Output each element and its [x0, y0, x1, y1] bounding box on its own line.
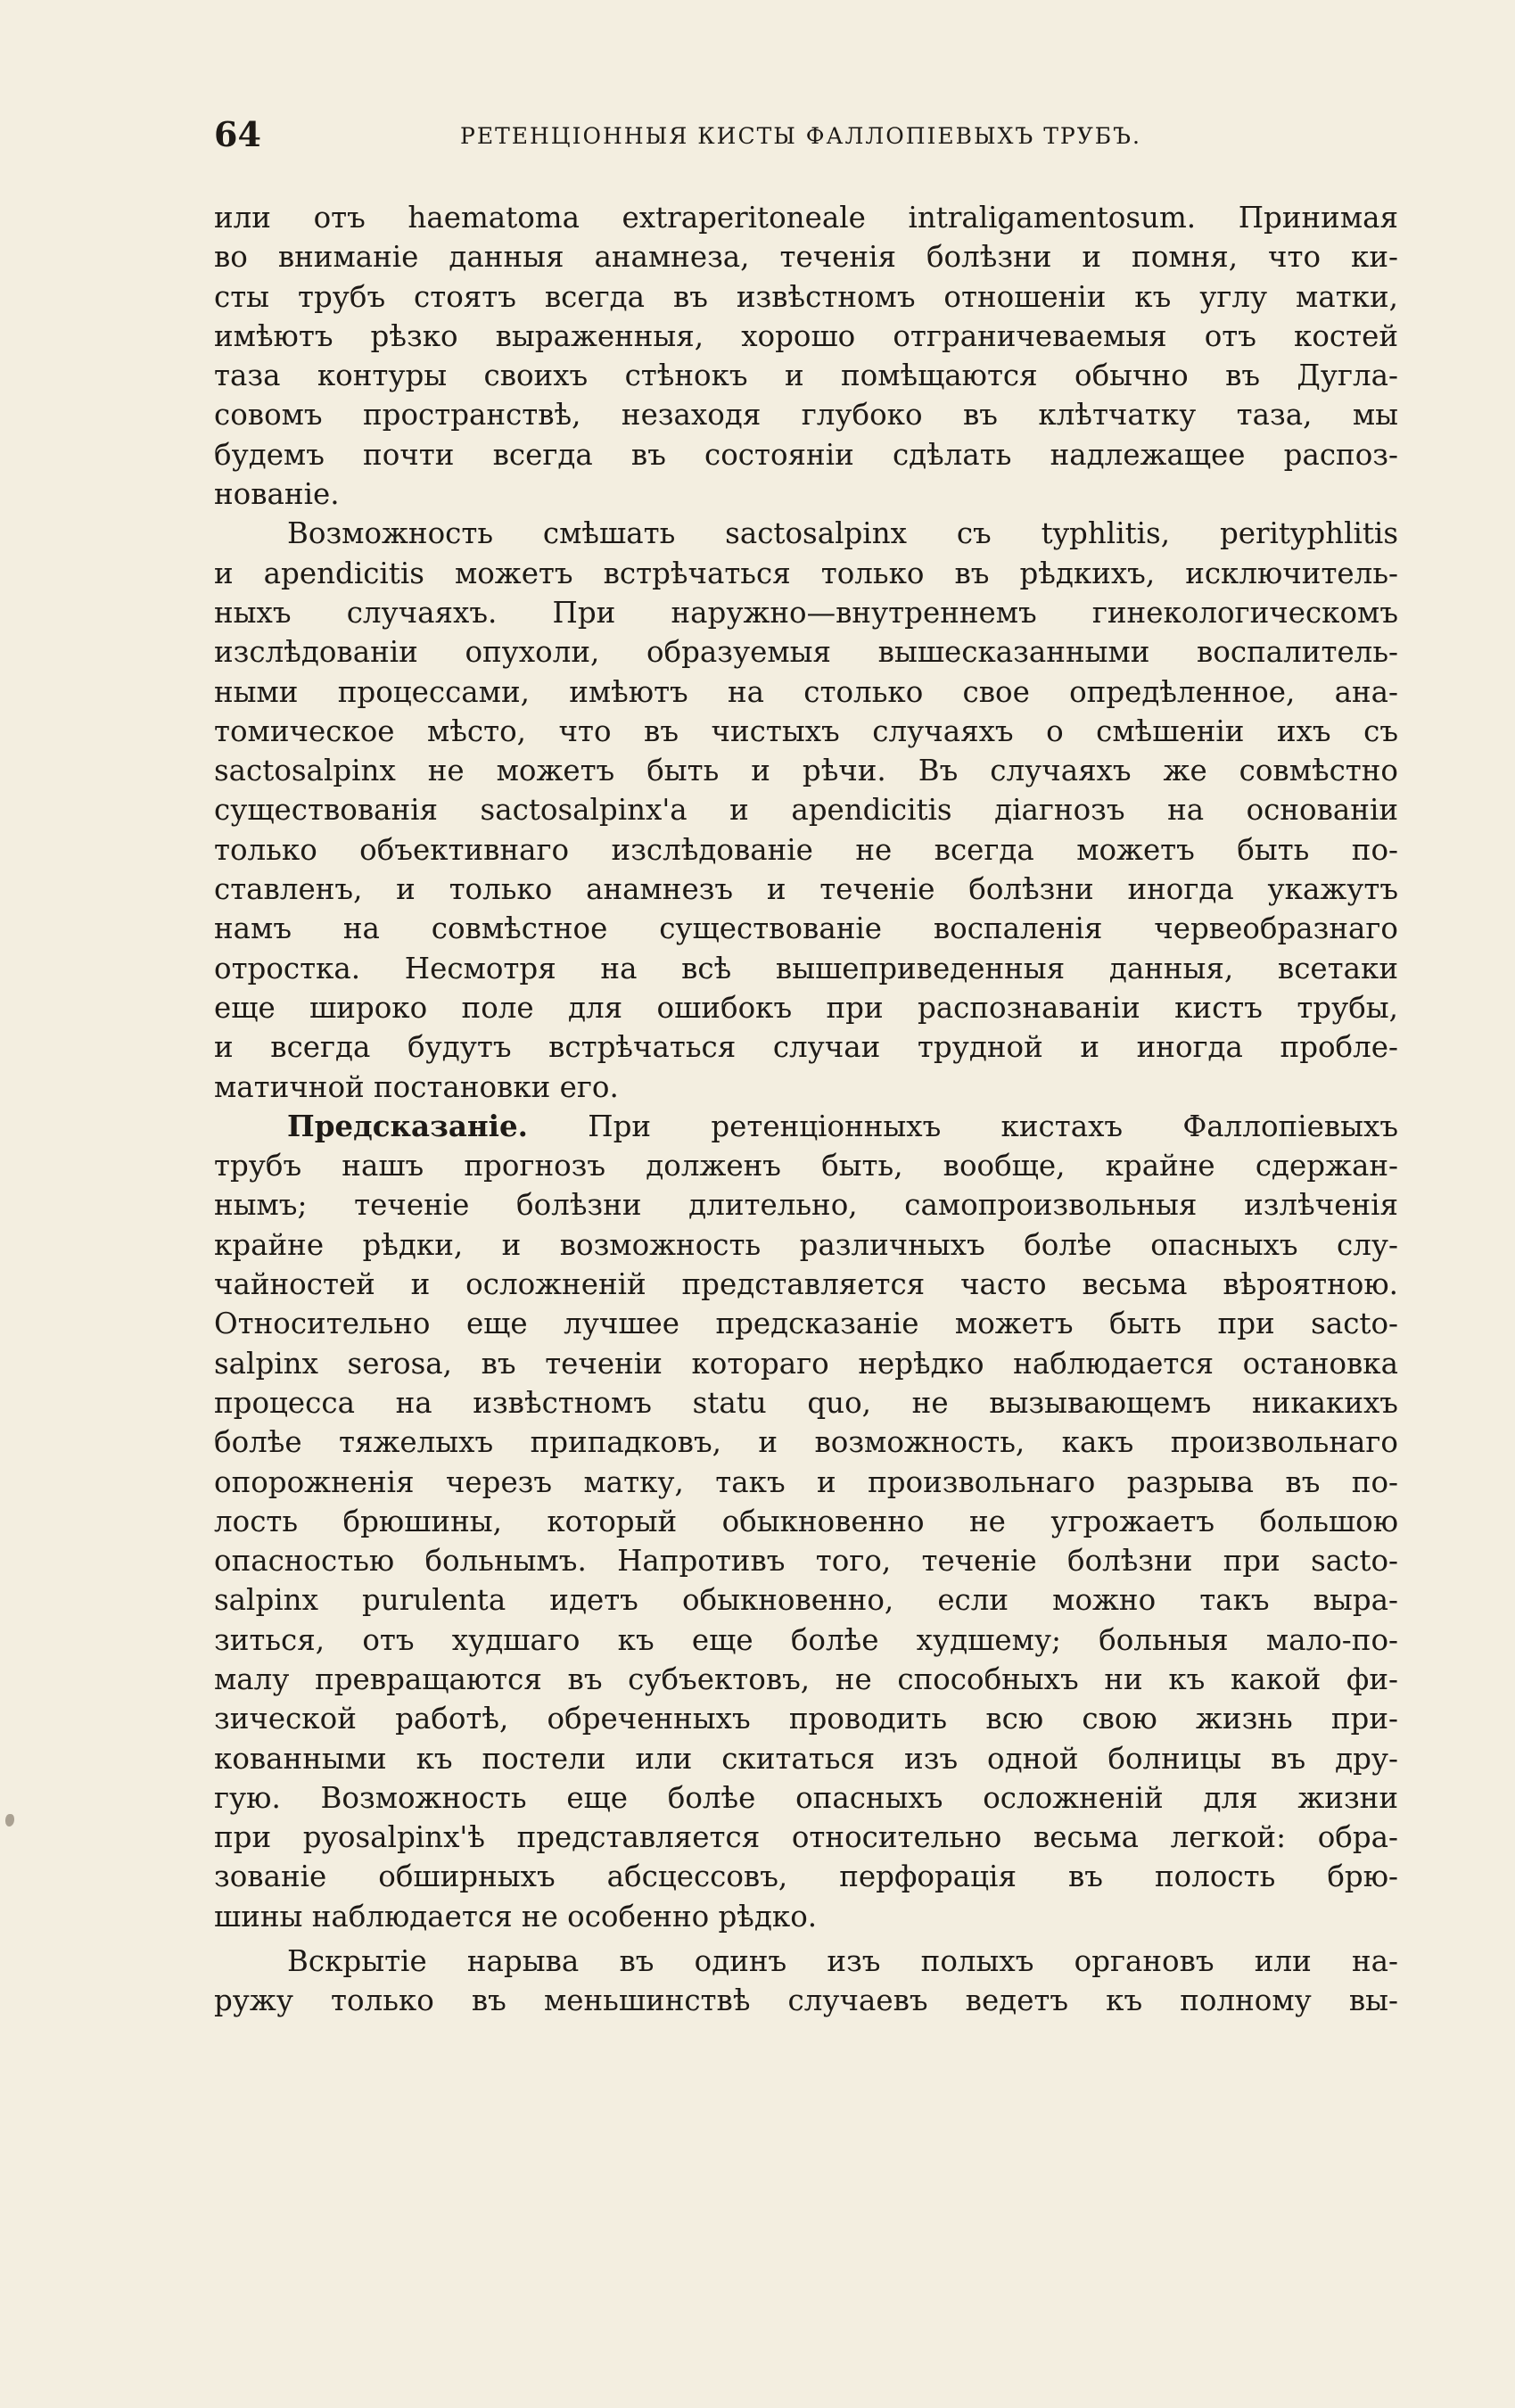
- text-line: кованными къ постели или скитаться изъ одной болницы въ дру-: [214, 1741, 1398, 1776]
- text-line: и всегда будутъ встрѣчаться случаи трудной и иногда пробле-: [214, 1030, 1398, 1065]
- text-line: гую. Возможность еще болѣе опасныхъ осложненій для жизни: [214, 1780, 1398, 1815]
- text-line: опорожненія черезъ матку, такъ и произвольнаго разрыва въ по-: [214, 1464, 1398, 1499]
- text-line: или отъ haematoma extraperitoneale intraligamentosum. Принимая: [214, 201, 1398, 235]
- text-line: совомъ пространствѣ, незаходя глубоко въ клѣтчатку таза, мы: [214, 398, 1398, 433]
- text-line: во вниманіе данныя анамнеза, теченія болѣзни и помня, что ки-: [214, 240, 1398, 275]
- body-text: [214, 198, 1398, 2021]
- text-line: процесса на извѣстномъ statu quo, не вызывающемъ никакихъ: [214, 1385, 1398, 1420]
- text-line: ныхъ случаяхъ. При наружно—внутреннемъ гинекологическомъ: [214, 595, 1398, 630]
- text-line: существованія sactosalpinx'а и apendicitis діагнозъ на основаніи: [214, 793, 1398, 828]
- text-line: ружу только въ меньшинствѣ случаевъ ведетъ къ полному вы-: [214, 1983, 1398, 2018]
- text-line: шины наблюдается не особенно рѣдко.: [214, 1899, 818, 1934]
- text-line: salpinx serosa, въ теченіи котораго нерѣдко наблюдается остановка: [214, 1346, 1398, 1381]
- text-line: еще широко поле для ошибокъ при распознаваніи кистъ трубы,: [214, 990, 1398, 1025]
- text-line: sactosalpinx не можетъ быть и рѣчи. Въ случаяхъ же совмѣстно: [214, 754, 1398, 788]
- running-title: РЕТЕНЦІОННЫЯ КИСТЫ ФАЛЛОПІЕВЫХЪ ТРУБЪ.: [460, 123, 1141, 149]
- text-line: малу превращаются въ субъектовъ, не способныхъ ни къ какой фи-: [214, 1662, 1398, 1696]
- text-span: При ретенціонныхъ кистахъ Фаллопіевыхъ: [528, 1109, 1398, 1143]
- text-line: опасностью больнымъ. Напротивъ того, теченіе болѣзни при sacto-: [214, 1544, 1398, 1579]
- section-run-in-heading: Предсказаніе.: [287, 1108, 528, 1143]
- text-line: томическое мѣсто, что въ чистыхъ случаяхъ о смѣшеніи ихъ съ: [214, 713, 1398, 748]
- text-line: Вскрытіе нарыва въ одинъ изъ полыхъ органовъ или на-: [287, 1944, 1398, 1979]
- text-line: и apendicitis можетъ встрѣчаться только въ рѣдкихъ, исключитель-: [214, 556, 1398, 590]
- text-line: только объективнаго изслѣдованіе не всегда можетъ быть по-: [214, 832, 1398, 867]
- book-page: [214, 0, 1398, 2408]
- text-line: зической работѣ, обреченныхъ проводить всю свою жизнь при-: [214, 1702, 1398, 1736]
- text-line: лость брюшины, который обыкновенно не угрожаетъ большою: [214, 1504, 1398, 1538]
- text-line: таза контуры своихъ стѣнокъ и помѣщаются обычно въ Дугла-: [214, 359, 1398, 393]
- text-line: крайне рѣдки, и возможность различныхъ болѣе опасныхъ слу-: [214, 1227, 1398, 1262]
- text-line: salpinx purulenta идетъ обыкновенно, если можно такъ выра-: [214, 1583, 1398, 1618]
- text-line: [214, 1107, 1398, 1146]
- text-line: зованіе обширныхъ абсцессовъ, перфорація въ полость брю-: [214, 1860, 1398, 1894]
- text-line: болѣе тяжелыхъ припадковъ, и возможность, какъ произвольнаго: [214, 1425, 1398, 1460]
- text-line: трубъ нашъ прогнозъ долженъ быть, вообще, крайне сдержан-: [214, 1149, 1398, 1183]
- text-line: будемъ почти всегда въ состояніи сдѣлать надлежащее распоз-: [214, 437, 1398, 472]
- margin-ink-spot: [5, 1814, 14, 1827]
- text-line: отростка. Несмотря на всѣ вышеприведенныя данныя, всетаки: [214, 951, 1398, 985]
- text-line: при pyosalpinx'ѣ представляется относительно весьма легкой: обра-: [214, 1820, 1398, 1855]
- text-line: матичной постановки его.: [214, 1069, 619, 1104]
- text-line: изслѣдованіи опухоли, образуемыя вышесказанными воспалитель-: [214, 635, 1398, 670]
- text-line: Относительно еще лучшее предсказаніе можетъ быть при sacto-: [214, 1307, 1398, 1341]
- text-line: зиться, отъ худшаго къ еще болѣе худшему; больныя мало-по-: [214, 1622, 1398, 1657]
- text-line: намъ на совмѣстное существованіе воспаленія червеобразнаго: [214, 911, 1398, 946]
- text-line: чайностей и осложненій представляется часто весьма вѣроятною.: [214, 1267, 1398, 1302]
- text-line: Возможность смѣшать sactosalpinx съ typhlitis, perityphlitis: [287, 516, 1398, 551]
- text-line: ставленъ, и только анамнезъ и теченіе болѣзни иногда укажутъ: [214, 872, 1398, 907]
- text-line: нымъ; теченіе болѣзни длительно, самопроизвольныя излѣченія: [214, 1188, 1398, 1223]
- text-line: нованіе.: [214, 477, 340, 512]
- running-head: [214, 114, 1398, 159]
- text-line: ными процессами, имѣютъ на столько свое опредѣленное, ана-: [214, 674, 1398, 709]
- text-line: сты трубъ стоятъ всегда въ извѣстномъ отношеніи къ углу матки,: [214, 279, 1398, 314]
- page-number: 64: [214, 114, 261, 154]
- text-line: имѣютъ рѣзко выраженныя, хорошо отграничеваемыя отъ костей: [214, 318, 1398, 353]
